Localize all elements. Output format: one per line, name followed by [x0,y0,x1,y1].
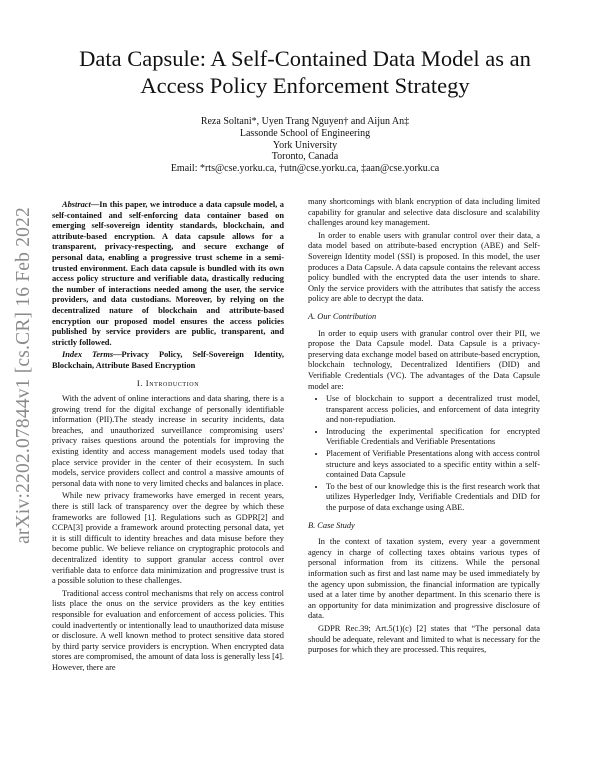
list-item: • Introducing the experimental specification for encrypted Verifiable Credentials and Verifiable Presentations [326,427,540,448]
right-column [308,197,540,658]
list-item: • Use of blockchain to support a decentralized trust model, transparent access policies, and enforcement of data integrity and non-repudiation. [326,394,540,426]
index-terms-text: —Privacy Policy, Self-Sovereign Identity, Blockchain, Attribute Based Encryption [52,350,284,370]
subsection-heading-case-study: B. Case Study [308,520,355,530]
intro-paragraph-3: Traditional access control mechanisms that rely on access control lists place the onus on the service providers as the key entities responsible for evaluation and enforcement of access policies. This could inadvertently or intentionally lead to unauthorized data misuse or disclosure. A well known method to protect sensitive data stored by third party service providers is encryption. When encrypted data stores are compromised, the amount of data loss is generally less [4]. However, there are [52,588,284,672]
paper-title: Data Capsule: A Self-Contained Data Model as an Access Policy Enforcement Strategy [79,46,531,98]
intro-paragraph-1: With the advent of online interactions and data sharing, there is a growing trend for the digital exchange of personally identifiable information (PII).The steady increase in security incidents, data breaches, and unauthorized surveillance compromising users' privacy raises questions around the potentials for improving the existing identity and access management models used today that place service provider in the center of their ecosystem. In such models, service providers collect and control a massive amounts of personal data with none to very limited checks and balances in place. [52,394,284,488]
intro-paragraph-4: In order to enable users with granular control over their data, a data model based on attribute-based encryption (ABE) and Self-Sovereign Identity model (SSI) is proposed. In this model, the user produces a Data Capsule. A data capsule contains the relevant access policy bundled with the encrypted data the user intends to share. Only the service providers with the attributes that satisfy the access policy are able to decrypt the data. [308,230,540,304]
intro-continuation-paragraph: many shortcomings with blank encryption of data including limited capability for granular and selective data disclosure and scalability challenges around key management. [308,197,540,228]
list-item: • To the best of our knowledge this is the first research work that utilizes Hyperledger Indy, Verifiable Credentials and DID for the purpose of data exchange using ABE. [326,482,540,514]
section-heading-introduction: I. Introduction [136,377,200,388]
case-study-paragraph-1: In the context of taxation system, every year a government agency in charge of collecting taxes obtains various types of personal information from its citizens. While the personal information such as first and last name may be used immediately by the agency upon submission, the financial information are typically used at a later time by another department. In this scenario there is an opportunity for data minimization and progressive disclosure of data. [308,537,540,621]
contribution-intro: In order to equip users with granular control over their PII, we propose the Data Capsule model. Data Capsule is a privacy-preserving data exchange model based on attribute-based encryption, blockchain technology, Decentralized Identifiers (DID) and Verifiable Credentials (VC). The advantages of the Data Capsule model are: [308,328,540,391]
abstract-text: —In this paper, we introduce a data capsule model, a self-contained and self-enforcing data container based on emerging self-sovereign identity standards, blockchain, and attribute-based encryption. A data capsule allows for a transparent, privacy-respecting, and secure exchange of personal data, enabling a progressive trust scheme in a semi-trusted environment. Each data capsule is bundled with its own access policy structure and verifiable data, drastically reducing the number of interactions needed among the user, the service providers, and data custodians. Moreover, by relying on the decentralized nature of blockchain and attribute-based encryption our proposed model ensures the access policies published by service providers are public, transparent, and strictly followed. [52,200,284,347]
affiliation-location: Toronto, Canada [271,151,339,163]
author-emails: Email: *rts@cse.yorku.ca, †utn@cse.yorku.ca, ‡aan@cse.yorku.ca [170,163,440,175]
abstract [52,200,284,348]
author-names: Reza Soltani*, Uyen Trang Nguyen† and Aijun An‡ [200,116,410,127]
case-study-paragraph-2: GDPR Rec.39; Art.5(1)(c) [2] states that “The personal data should be adequate, relevant and limited to what is necessary for the purposes for which they are processed. This requires, [308,623,540,655]
subsection-heading-contribution: A. Our Contribution [308,311,377,321]
left-column [52,200,284,676]
intro-paragraph-2: While new privacy frameworks have emerged in recent years, there is still lack of transparency over the degree by which these frameworks are followed [1]. Regulations such as GDPR[2] and CCPA[3] provide a framework around protecting personal data, yet it is still difficult to identity breaches and data misuse before they become public. We believe reliance on cryptographic protocols and decentralized identity to support granular access control over verifiable data to enforce data minimization and progressive trust is a possible solution to these challenges. [52,491,284,586]
author-block [60,116,550,175]
index-terms-label: Index Terms [62,350,114,360]
list-item: • Placement of Verifiable Presentations along with access control structure and keys associated to a specific entity within a self-contained Data Capsule [326,449,540,481]
affiliation-university: York University [272,139,338,151]
index-terms [52,350,284,371]
affiliation-school: Lassonde School of Engineering [239,127,371,139]
abstract-label: Abstract [62,200,91,209]
contribution-list [308,394,540,514]
arxiv-identifier-stamp [2,140,46,610]
arxiv-stamp-text: arXiv:2202.07844v1 [cs.CR] 16 Feb 2022 [13,206,34,544]
